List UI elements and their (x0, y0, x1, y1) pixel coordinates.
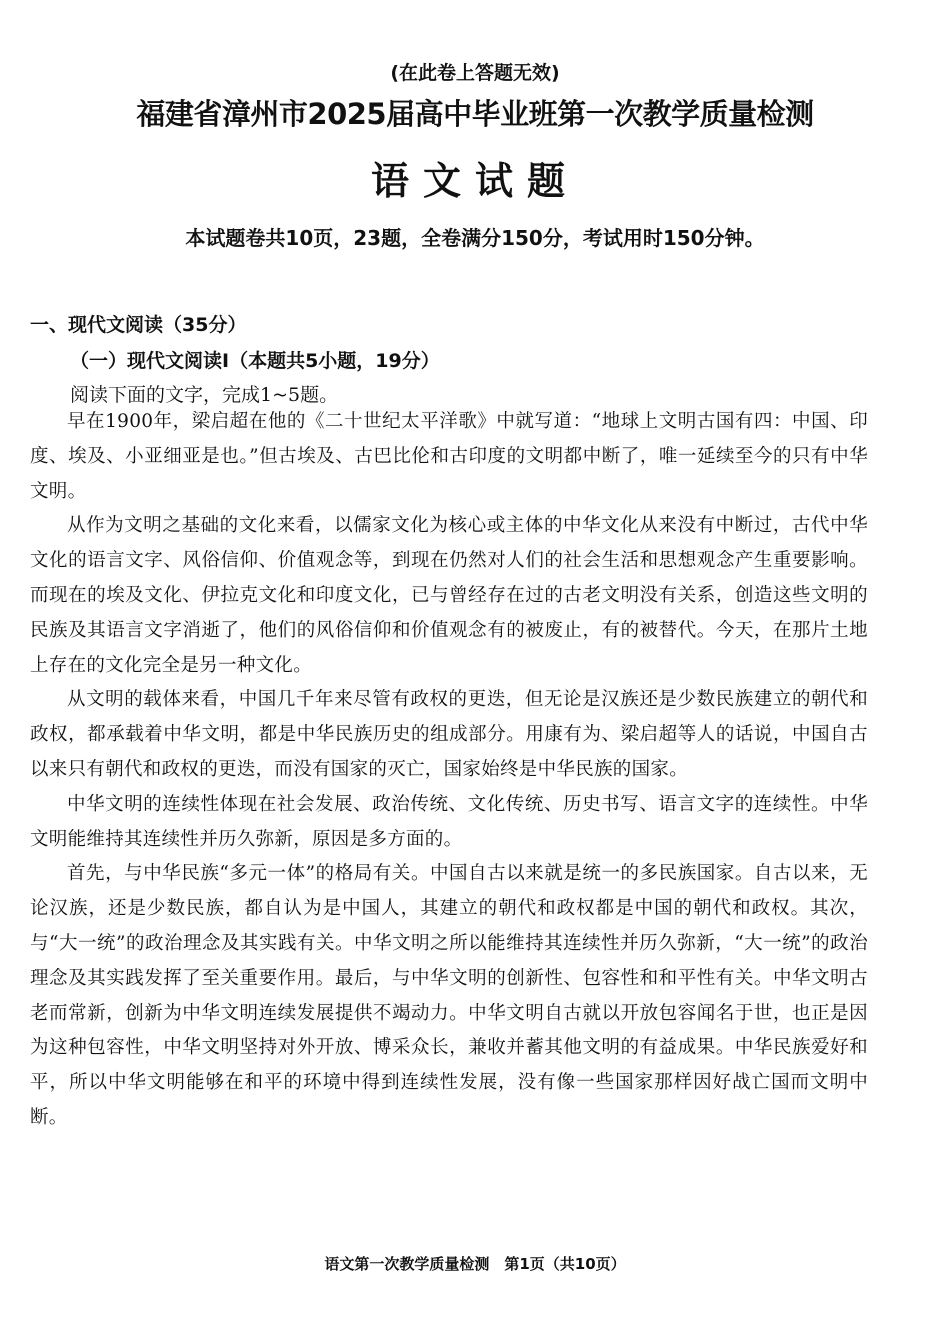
reading-passage (30, 405, 868, 1136)
paragraph: 中华文明的连续性体现在社会发展、政治传统、文化传统、历史书写、语言文字的连续性。中华文明能维持其连续性并历久弥新，原因是多方面的。 (30, 793, 868, 850)
paragraph: 从作为文明之基础的文化来看，以儒家文化为核心或主体的中华文化从来没有中断过，古代中华文化的语言文字、风俗信仰、价值观念等，到现在仍然对人们的社会生活和思想观念产生重要影响。而现在的埃及文化、伊拉克文化和印度文化，已与曾经存在过的古老文明没有关系，创造这些文明的民族及其语言文字消逝了，他们的风俗信仰和价值观念有的被废止，有的被替代。今天，在那片土地上存在的文化完全是另一种文化。 (30, 515, 868, 676)
instruction: 阅读下面的文字，完成1~5题。 (70, 384, 339, 406)
sub-heading: （一）现代文阅读Ⅰ（本题共5小题，19分） (70, 350, 440, 372)
section-heading: 一、现代文阅读（35分） (30, 314, 247, 336)
paragraph: 首先，与中华民族“多元一体”的格局有关。中国自古以来就是统一的多民族国家。自古以来，无论汉族，还是少数民族，都自认为是中国人，其建立的朝代和政权都是中国的朝代和政权。其次，与“大一统”的政治理念及其实践有关。中华文明之所以能维持其连续性并历久弥新，“大一统”的政治理念及其实践发挥了至关重要作用。最后，与中华文明的创新性、包容性和和平性有关。中华文明古老而常新，创新为中华文明连续发展提供不竭动力。中华文明自古就以开放包容闻名于世，也正是因为这种包容性，中华文明坚持对外开放、博采众长，兼收并蓄其他文明的有益成果。中华民族爱好和平，所以中华文明能够在和平的环境中得到连续性发展，没有像一些国家那样因好战亡国而文明中断。 (30, 863, 868, 1128)
subject-title: 语文试题 (370, 159, 579, 203)
exam-title: 福建省漳州市2025届高中毕业班第一次教学质量检测 (136, 97, 814, 131)
notice: (在此卷上答题无效) (390, 62, 560, 84)
paragraph: 早在1900年，梁启超在他的《二十世纪太平洋歌》中就写道：“地球上文明古国有四：中国、印度、埃及、小亚细亚是也。”但古埃及、古巴比伦和古印度的文明都中断了，唯一延续至今的只有中华文明。 (30, 411, 868, 502)
exam-info: 本试题卷共10页，23题，全卷满分150分，考试用时150分钟。 (185, 226, 765, 250)
paragraph: 从文明的载体来看，中国几千年来尽管有政权的更迭，但无论是汉族还是少数民族建立的朝代和政权，都承载着中华文明，都是中华民族历史的组成部分。用康有为、梁启超等人的话说，中国自古以来只有朝代和政权的更迭，而没有国家的灭亡，国家始终是中华民族的国家。 (30, 689, 868, 780)
page-footer: 语文第一次教学质量检测 第1页（共10页） (324, 1255, 626, 1273)
